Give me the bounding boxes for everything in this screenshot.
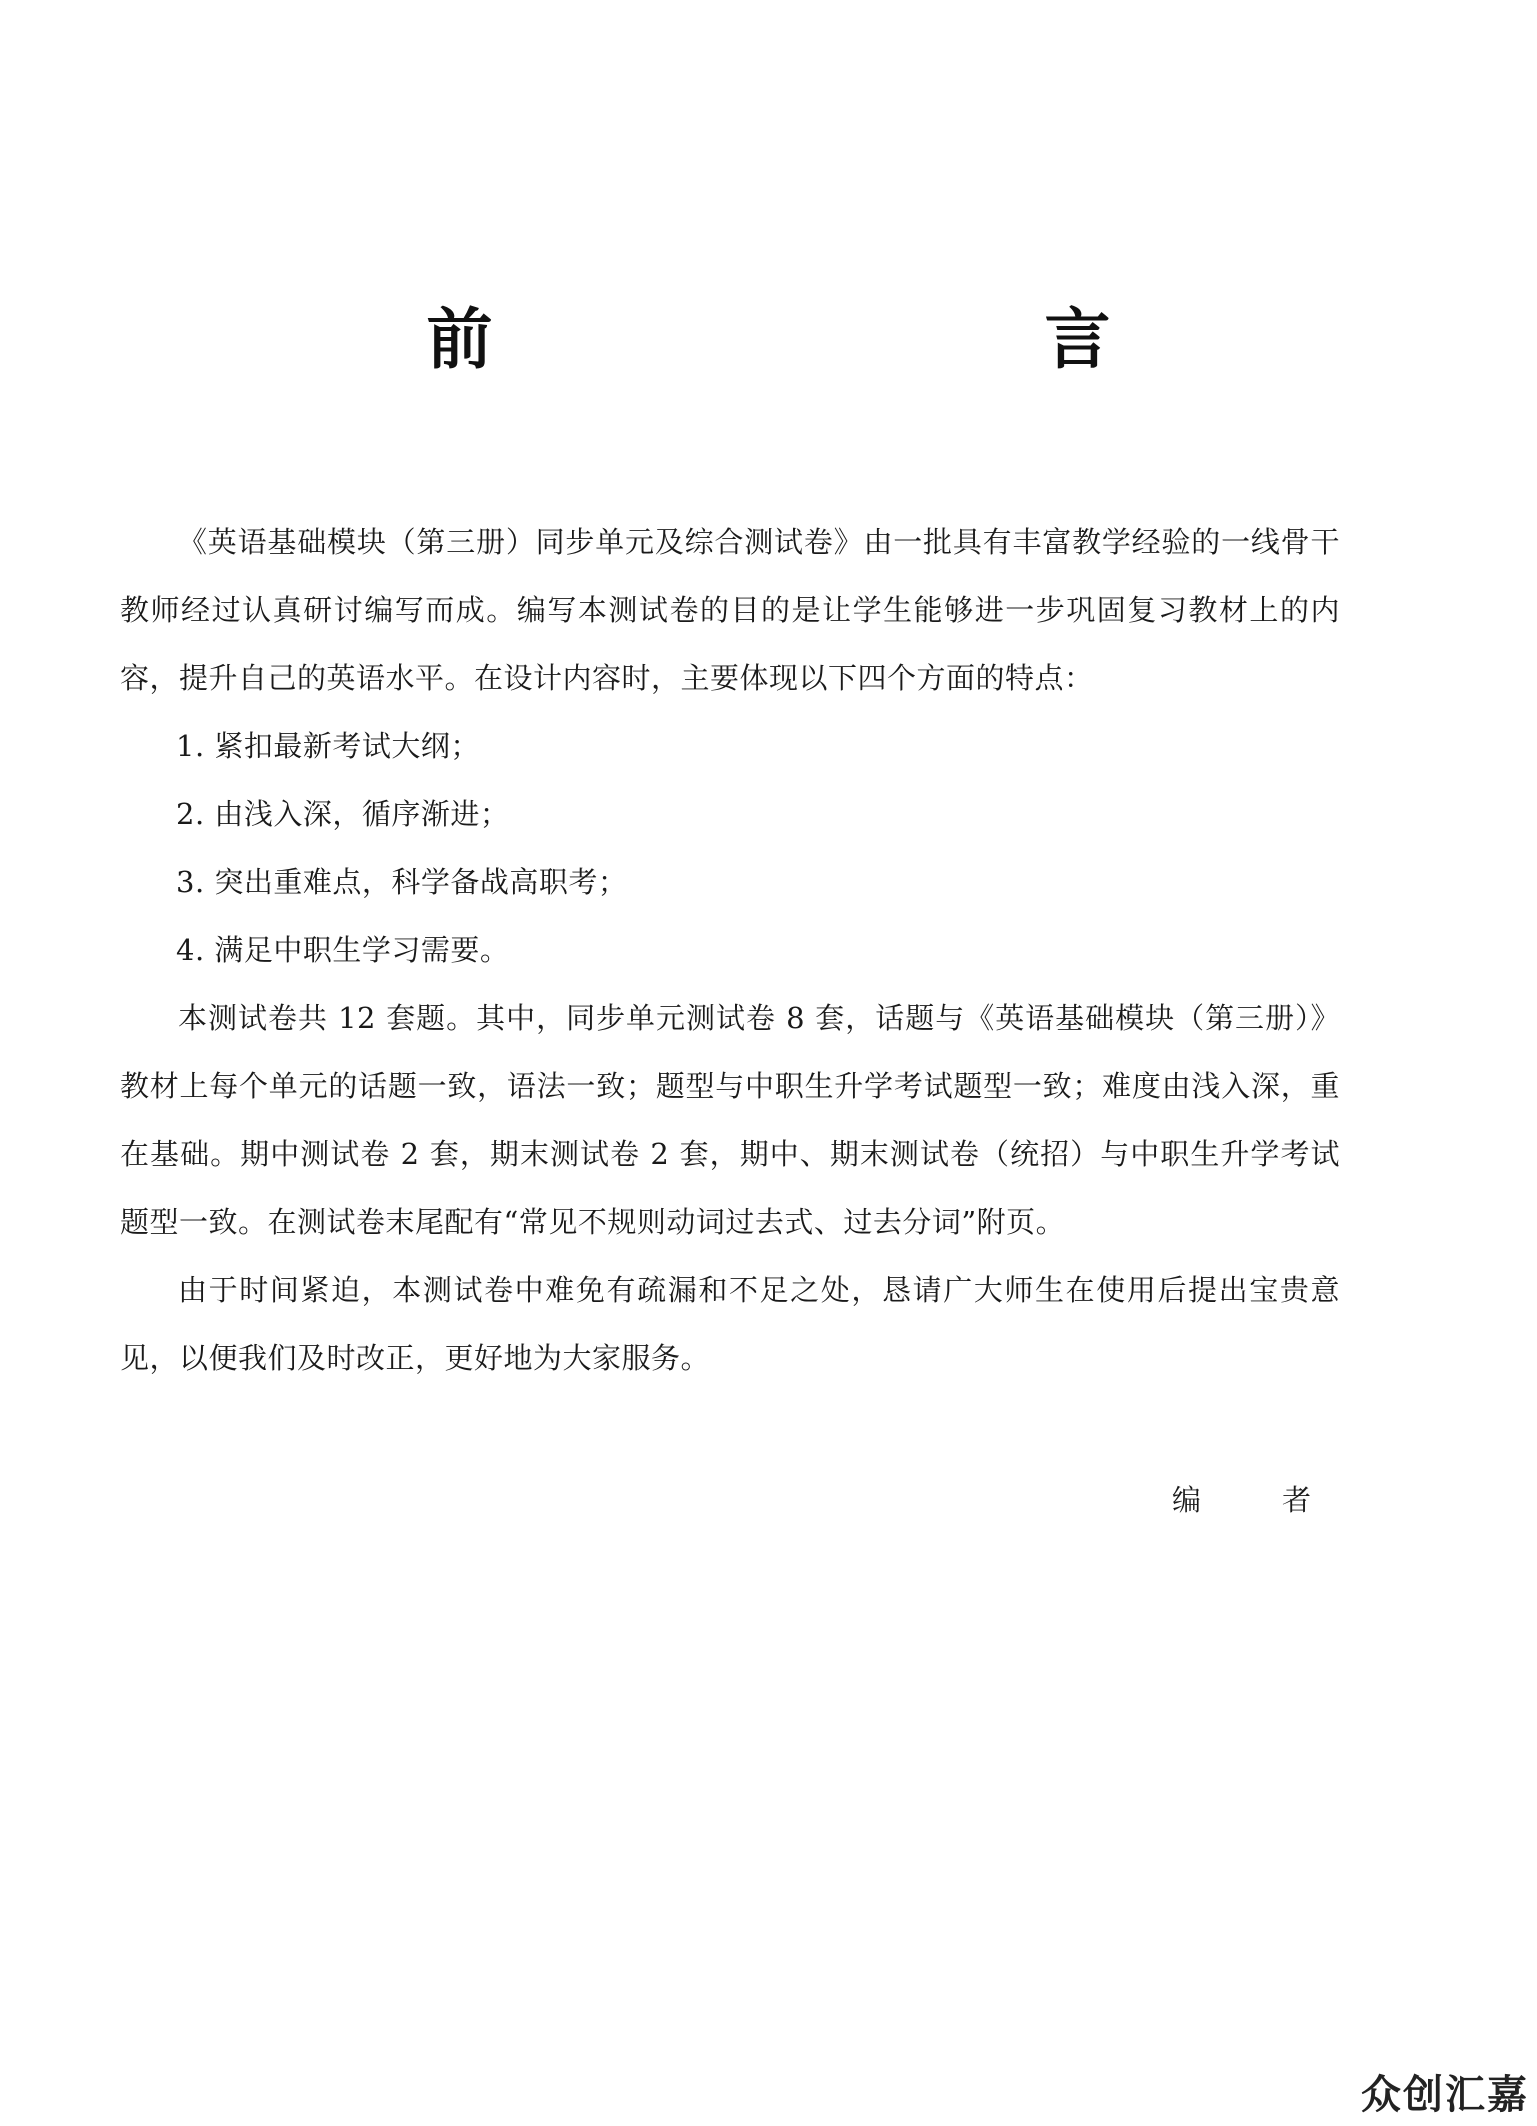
- preface-body: [120, 508, 1340, 1392]
- feature-item: 2. 由浅入深，循序渐进；: [176, 797, 510, 831]
- watermark-logo: 众创汇嘉: [1361, 2072, 1529, 2118]
- intro-paragraph: 《英语基础模块（第三册）同步单元及综合测试卷》由一批具有丰富教学经验的一线骨干教师经过认真研讨编写而成。编写本测试卷的目的是让学生能够进一步巩固复习教材上的内容，提升自己的英语水平。在设计内容时，主要体现以下四个方面的特点：: [120, 525, 1340, 695]
- page-title: 前 言: [426, 301, 1251, 378]
- feature-item: 1. 紧扣最新考试大纲；: [176, 729, 480, 763]
- structure-paragraph: 本测试卷共 12 套题。其中，同步单元测试卷 8 套，话题与《英语基础模块（第三册）》教材上每个单元的话题一致，语法一致；题型与中职生升学考试题型一致；难度由浅入深，重在基础。期中测试卷 2 套，期末测试卷 2 套，期中、期末测试卷（统招）与中职生升学考试题型一致。在测试卷末尾配有“常见不规则动词过去式、过去分词”附页。: [120, 1001, 1340, 1239]
- feature-item: 3. 突出重难点，科学备战高职考；: [176, 865, 628, 899]
- feature-item: 4. 满足中职生学习需要。: [176, 933, 510, 967]
- author-signature: 编 者: [1171, 1483, 1337, 1517]
- closing-paragraph: 由于时间紧迫，本测试卷中难免有疏漏和不足之处，恳请广大师生在使用后提出宝贵意见，以便我们及时改正，更好地为大家服务。: [120, 1273, 1340, 1375]
